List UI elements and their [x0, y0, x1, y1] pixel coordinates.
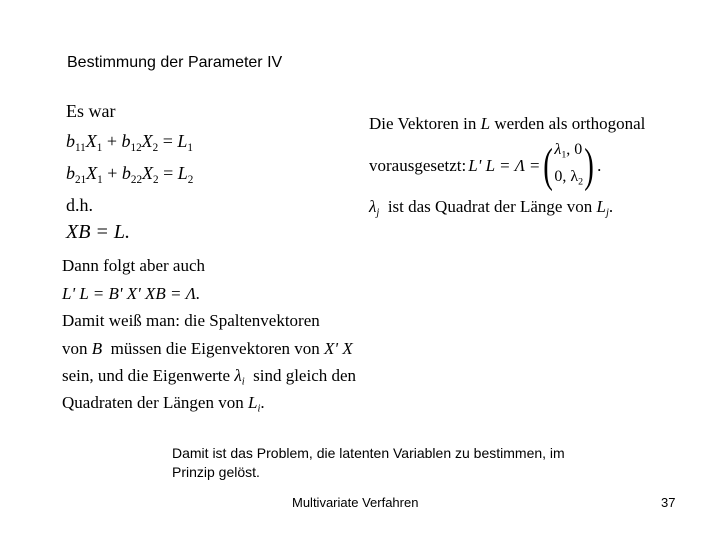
lambda-j: λ — [369, 197, 377, 216]
matrix-rows — [554, 139, 583, 194]
lower-line-2: L' L = B' X' XB = Λ. — [62, 284, 201, 303]
eq2-equals: = — [158, 163, 178, 183]
eq1-x2: X — [141, 131, 153, 151]
eq1-plus: + — [102, 131, 122, 151]
eq2-sub22: 22 — [130, 173, 143, 186]
page-number: 37 — [661, 495, 676, 510]
es-war-line: Es war — [66, 101, 116, 121]
lambda-def-period: . — [608, 197, 614, 216]
eq1-b11: $b_{11}$ — [66, 131, 86, 154]
eq2-l-sub: 2 — [187, 173, 194, 186]
orthogonal-l: L — [480, 114, 491, 133]
assumption-text: vorausgesetzt: — [369, 156, 467, 176]
matrix-close-paren: ) — [584, 139, 594, 193]
matrix-row-1: $\lambda_1$, 0 — [554, 141, 583, 161]
lower-line-3: Damit weiß man: die Spaltenvektoren — [62, 311, 320, 330]
orthogonal-line — [369, 114, 645, 134]
eq2-sub1: 1 — [97, 173, 103, 186]
conclusion-text: Damit ist das Problem, die latenten Variablen zu bestimmen, im Prinzip gelöst. — [172, 445, 565, 480]
lambda-j-sub: j — [376, 207, 380, 219]
l6-l: L — [247, 393, 258, 412]
assumption-line — [369, 139, 601, 194]
footer-title: Multivariate Verfahren — [292, 495, 419, 510]
l5-lambda: λ — [234, 366, 242, 385]
eq2-sub2: 2 — [153, 173, 159, 186]
lower-line-6 — [62, 393, 265, 415]
eq2-b21: b — [66, 163, 75, 183]
l4-xx: X' X — [324, 339, 353, 358]
slide-title: Bestimmung der Parameter IV — [67, 54, 283, 71]
l4-text: müssen die Eigenvektoren von — [102, 339, 325, 358]
lower-line-5 — [62, 366, 356, 388]
lambda-def-text: ist das Quadrat der Länge von — [379, 197, 597, 216]
lower-line-4 — [62, 339, 353, 359]
l5-a: sein, und die Eigenwerte — [62, 366, 235, 385]
equation-1 — [66, 131, 193, 154]
assumption-period: . — [597, 156, 602, 176]
eq1-sub12: 12 — [130, 141, 142, 154]
l4-b-matrix: B — [91, 339, 103, 358]
eq1-l: L — [177, 131, 188, 151]
orthogonal-text-b: werden als orthogonal — [490, 114, 646, 133]
eq1-sub1: 1 — [96, 141, 103, 154]
equation-2 — [66, 163, 193, 186]
assumption-expr: L' L = Λ = — [468, 156, 541, 176]
eq2-plus: + — [102, 163, 122, 183]
eq1-b12: b — [121, 131, 131, 151]
lambda-definition — [369, 197, 613, 219]
lambda-def-l-sub: j — [605, 207, 609, 219]
l5-b: sind gleich den — [244, 366, 357, 385]
matrix-open-paren: ( — [543, 139, 554, 193]
l4-a: von — [62, 339, 92, 358]
lambda-matrix — [540, 139, 597, 194]
lambda-def-l: L — [596, 197, 606, 216]
eq1-x1: X — [85, 131, 97, 151]
l5-sub: i — [241, 376, 245, 388]
dh-line: d.h. — [66, 195, 93, 215]
xb-equals-l: XB = L. — [66, 221, 131, 243]
eq1-l-sub: 1 — [187, 141, 193, 154]
orthogonal-text-a: Die Vektoren in — [369, 114, 481, 133]
eq1-equals: = — [158, 131, 178, 151]
eq2-l: L — [177, 163, 188, 183]
l6-sub: i — [257, 403, 261, 415]
eq2-x1: X — [86, 163, 98, 183]
eq2-sub21: 21 — [75, 173, 87, 186]
eq2-x2: X — [142, 163, 154, 183]
eq2-b22: b — [121, 163, 131, 183]
l6-period: . — [260, 393, 265, 412]
matrix-row-2: 0, $\lambda_2$ — [554, 168, 584, 188]
lower-line-1: Dann folgt aber auch — [62, 256, 206, 275]
l6-a: Quadraten der Längen von — [62, 393, 248, 412]
eq1-sub2: 2 — [152, 141, 159, 154]
